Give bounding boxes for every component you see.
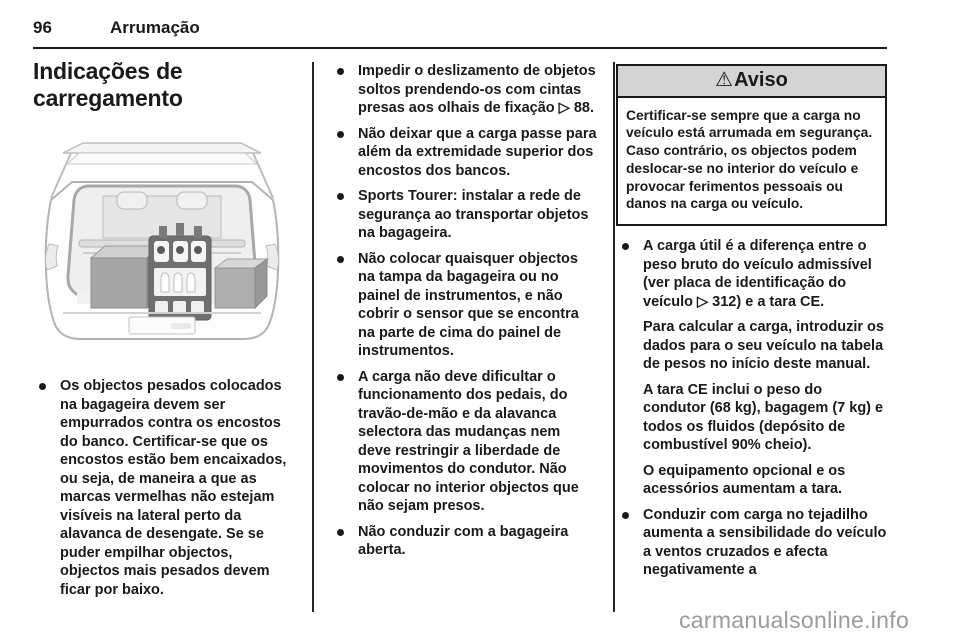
bullet-icon bbox=[337, 131, 344, 138]
list-item bbox=[616, 237, 887, 499]
warning-triangle-icon: ⚠ bbox=[715, 69, 734, 91]
list-item bbox=[331, 368, 597, 516]
page-number: 96 bbox=[33, 18, 52, 37]
warning-box bbox=[616, 64, 887, 226]
bullet-icon bbox=[337, 193, 344, 200]
column-2-list bbox=[331, 62, 597, 560]
list-item-text: Não colocar quaisquer objectos na tampa da bagageira ou no painel de instrumentos, e não cobrir o sensor que se encontra na parte de cima do painel de instrumentos. bbox=[358, 250, 579, 359]
bullet-icon bbox=[39, 383, 46, 390]
trunk-loading-image bbox=[33, 140, 291, 350]
bullet-icon bbox=[622, 512, 629, 519]
column-divider-2 bbox=[613, 62, 615, 612]
list-item bbox=[331, 523, 597, 560]
list-item-paragraph: O equipamento opcional e os acessórios aumentam a tara. bbox=[643, 462, 846, 498]
list-item-text: Conduzir com carga no tejadilho aumenta a sensibilidade do veículo a ventos cruzados e afecta negativamente a bbox=[643, 506, 887, 579]
warning-body: Certificar-se sempre que a carga no veículo está arrumada em segurança. Caso contrário, os objectos podem deslocar-se no interior do veículo e provocar ferimentos pessoais ou danos na carga ou veículo. bbox=[626, 107, 873, 212]
column-divider-1 bbox=[312, 62, 314, 612]
page-title: Indicações de carregamento bbox=[33, 58, 183, 111]
bullet-icon bbox=[337, 68, 344, 75]
column-1-list bbox=[33, 377, 296, 606]
list-item-text: Não conduzir com a bagageira aberta. bbox=[358, 523, 569, 558]
list-item bbox=[331, 250, 597, 361]
bullet-icon bbox=[337, 374, 344, 381]
list-item-paragraph: A tara CE inclui o peso do condutor (68 kg), bagagem (7 kg) e todos os fluidos (depósito de combustível 90% cheio). bbox=[643, 381, 884, 454]
list-item-text: A carga útil é a diferença entre o peso bruto do veículo admissível (ver placa de identificação do veículo ▷ 312) e a tara CE. bbox=[643, 238, 872, 310]
section-title: Arrumação bbox=[110, 18, 200, 37]
list-item-paragraph: Para calcular a carga, introduzir os dados para o seu veículo na tabela de pesos no início deste manual. bbox=[643, 319, 884, 373]
list-item bbox=[331, 125, 597, 181]
warning-header bbox=[618, 66, 885, 98]
header-rule bbox=[33, 47, 887, 49]
column-1 bbox=[33, 58, 296, 124]
bullet-icon bbox=[337, 256, 344, 263]
bullet-icon bbox=[337, 529, 344, 536]
list-item-text: Impedir o deslizamento de objetos soltos prendendo-os com cintas presas aos olhais de fixação ▷ 88. bbox=[358, 63, 596, 116]
column-3 bbox=[616, 64, 887, 587]
list-item bbox=[33, 377, 296, 599]
list-item-text: Não deixar que a carga passe para além da extremidade superior dos encostos dos bancos. bbox=[358, 125, 597, 179]
list-item bbox=[331, 62, 597, 118]
list-item bbox=[331, 187, 597, 243]
watermark: carmanualsonline.info bbox=[679, 607, 910, 633]
list-item-text: Os objectos pesados colocados na bagageira devem ser empurrados contra os encostos do banco. Certificar-se que os encostos estão bem encaixados, ou seja, de maneira a que as marcas vermelhas não estejam visíveis na lateral perto da alavanca de desengate. Se se puder empilhar objectos, objectos mais pesados devem ficar por baixo. bbox=[60, 378, 287, 598]
list-item-text: A carga não deve dificultar o funcionamento dos pedais, do travão-de-mão e da alavanca selectora das mudanças nem deve restringir a liberdade de movimentos do condutor. Não colocar no interior objectos que não sejam presos. bbox=[358, 368, 579, 514]
car-trunk-illustration bbox=[33, 140, 291, 350]
list-item-text: Sports Tourer: instalar a rede de segurança ao transportar objetos na bagageira. bbox=[358, 188, 589, 241]
column-2 bbox=[331, 62, 597, 567]
bullet-icon bbox=[622, 243, 629, 250]
list-item bbox=[616, 506, 887, 580]
warning-title: Aviso bbox=[734, 69, 788, 91]
column-3-list bbox=[616, 237, 887, 580]
